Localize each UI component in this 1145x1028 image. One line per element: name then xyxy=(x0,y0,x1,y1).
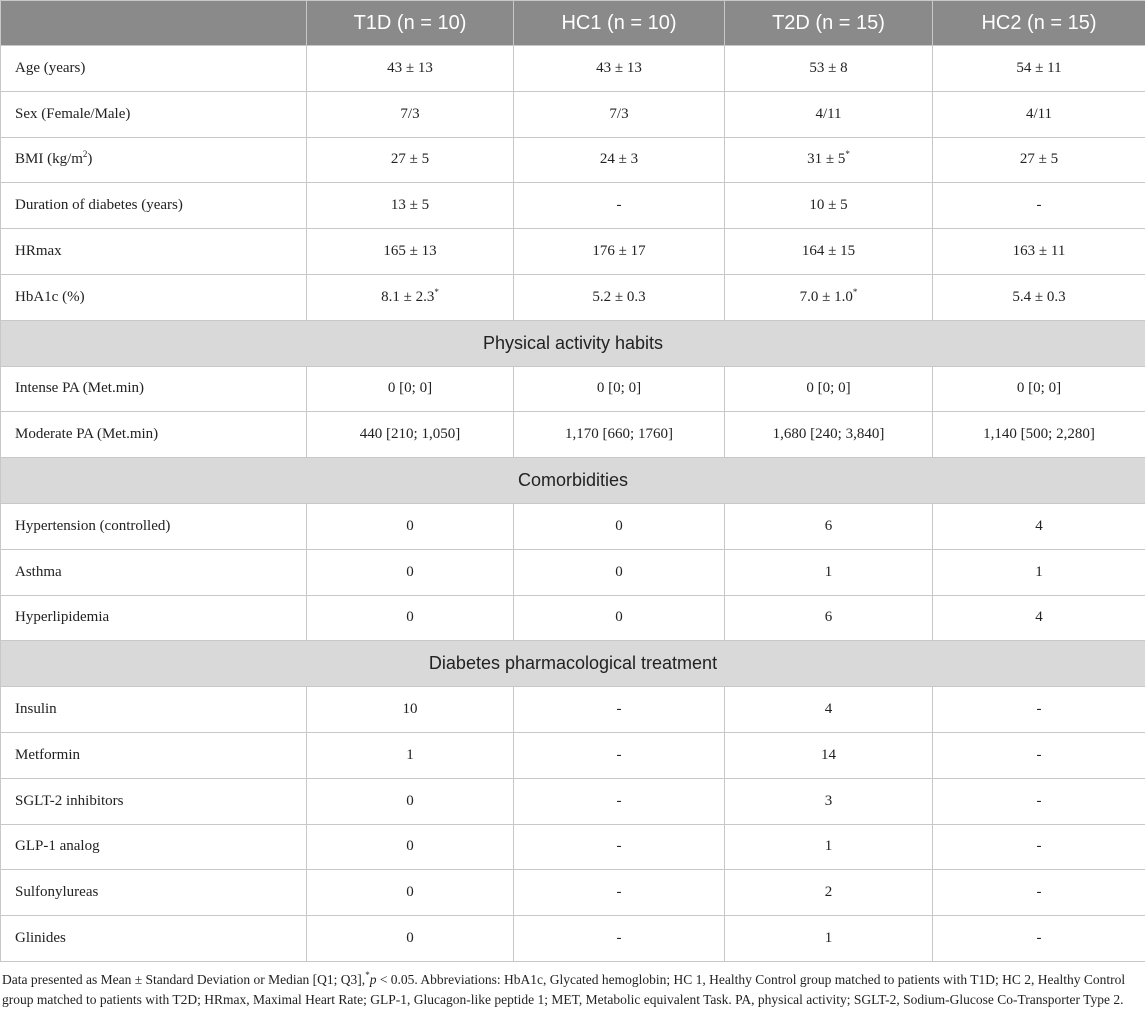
section-title: Comorbidities xyxy=(1,458,1145,504)
table-cell xyxy=(514,366,725,412)
table-cell xyxy=(307,778,514,824)
cell-value: 10 xyxy=(402,701,418,718)
table-cell xyxy=(514,503,725,549)
significance-marker: * xyxy=(845,149,850,160)
table-cell xyxy=(725,732,933,778)
table-cell xyxy=(933,137,1145,183)
table-cell xyxy=(514,732,725,778)
table-cell xyxy=(725,46,933,92)
cell-value: 53 ± 8 xyxy=(809,59,848,76)
cell-value: 4 xyxy=(1035,609,1043,626)
cell-value: 165 ± 13 xyxy=(383,243,437,260)
table-cell xyxy=(933,46,1145,92)
table-cell xyxy=(307,91,514,137)
cell-value: 0 xyxy=(406,517,414,534)
table-cell xyxy=(307,916,514,962)
cell-value: 14 xyxy=(821,746,836,763)
cell-value: - xyxy=(1036,701,1042,718)
footnote-asterisk: * xyxy=(365,969,370,980)
cell-value: 0 xyxy=(406,930,414,947)
table-cell xyxy=(933,412,1145,458)
row-label: HbA1c (%) xyxy=(1,274,307,320)
cell-value: 164 ± 15 xyxy=(801,243,856,260)
section-title: Physical activity habits xyxy=(1,320,1145,366)
cell-value: 43 ± 13 xyxy=(387,59,433,76)
cell-value: 1,680 [240; 3,840] xyxy=(772,426,885,443)
header-row xyxy=(1,1,1145,46)
cell-value: 0 xyxy=(406,838,414,855)
table-body xyxy=(1,46,1145,962)
table-cell xyxy=(307,366,514,412)
cell-value: - xyxy=(1036,838,1042,855)
cell-value: - xyxy=(616,930,622,947)
table-cell xyxy=(514,549,725,595)
table-cell xyxy=(307,46,514,92)
table-cell xyxy=(514,412,725,458)
table-row xyxy=(1,549,1145,595)
cell-value: 0 xyxy=(406,563,414,580)
cell-value: 54 ± 11 xyxy=(1016,59,1062,76)
cell-value: 176 ± 17 xyxy=(592,243,646,260)
header-cell-hc1: HC1 (n = 10) xyxy=(514,1,725,46)
cell-value: 2 xyxy=(824,884,833,901)
table-cell xyxy=(514,137,725,183)
row-label: Intense PA (Met.min) xyxy=(1,366,307,412)
cell-value: 0 xyxy=(615,563,623,580)
cell-value: 1 xyxy=(406,746,414,763)
row-label: Duration of diabetes (years) xyxy=(1,183,307,229)
table-row xyxy=(1,916,1145,962)
table-cell xyxy=(514,687,725,733)
footnote-text-start: Data presented as Mean ± Standard Deviation or Median [Q1; Q3], xyxy=(2,971,366,987)
table-cell xyxy=(933,824,1145,870)
cell-value: 4/11 xyxy=(815,105,842,122)
header-cell-t1d: T1D (n = 10) xyxy=(307,1,514,46)
significance-marker: * xyxy=(434,286,439,297)
cell-value: 6 xyxy=(824,517,833,534)
footnote-text-end: < 0.05. Abbreviations: HbA1c, Glycated hemoglobin; HC 1, Healthy Control group matched to patients with T1D; HC 2, Healthy Control group matched to patients with T2D; HRmax, Maximal Heart Rate; GLP-1, Glucagon-like peptide 1; MET, Metabolic equivalent Task. PA, physical activity; SGLT-2, Sodium-Glucose Co-Transporter Type 2. xyxy=(2,971,1126,1007)
table-cell xyxy=(725,503,933,549)
section-row xyxy=(1,641,1145,687)
cell-value: 1,170 [660; 1760] xyxy=(565,426,673,443)
header-cell-hc2: HC2 (n = 15) xyxy=(933,1,1145,46)
cell-value: 24 ± 3 xyxy=(599,151,639,168)
row-label: Age (years) xyxy=(1,46,307,92)
row-label: HRmax xyxy=(1,229,307,275)
table-cell xyxy=(514,229,725,275)
table-row xyxy=(1,687,1145,733)
table-cell xyxy=(725,595,933,641)
table-row xyxy=(1,91,1145,137)
cell-value: 31 ± 5 xyxy=(807,151,846,168)
table-row xyxy=(1,274,1145,320)
table-cell xyxy=(933,916,1145,962)
table-cell xyxy=(933,366,1145,412)
row-label: Asthma xyxy=(1,549,307,595)
cell-value: 0 xyxy=(406,884,414,901)
row-label: Hyperlipidemia xyxy=(1,595,307,641)
cell-value: 163 ± 11 xyxy=(1012,243,1066,260)
cell-value: 0 xyxy=(615,517,623,534)
table-cell xyxy=(307,732,514,778)
cell-value: 3 xyxy=(824,792,833,809)
cell-value: 7/3 xyxy=(400,105,420,122)
table-cell xyxy=(307,183,514,229)
row-label: Hypertension (controlled) xyxy=(1,503,307,549)
cell-value: 0 xyxy=(406,609,414,626)
table-cell xyxy=(725,916,933,962)
table-cell xyxy=(933,732,1145,778)
table-cell xyxy=(725,549,933,595)
row-label: SGLT-2 inhibitors xyxy=(1,778,307,824)
cell-value: 1 xyxy=(824,838,833,855)
table-cell xyxy=(725,870,933,916)
cell-value: - xyxy=(616,197,622,214)
cell-value: - xyxy=(1036,746,1042,763)
cell-value: 13 ± 5 xyxy=(390,197,430,214)
cell-value: - xyxy=(616,884,622,901)
label-superscript: 2 xyxy=(82,149,88,160)
footnote-p-symbol: p xyxy=(369,971,377,987)
table-cell xyxy=(307,824,514,870)
cell-value: - xyxy=(616,746,622,763)
table-cell xyxy=(933,91,1145,137)
row-label: Glinides xyxy=(1,916,307,962)
cell-value: - xyxy=(1036,930,1042,947)
table-cell xyxy=(725,183,933,229)
table-cell xyxy=(307,549,514,595)
cell-value: 1 xyxy=(1035,563,1043,580)
table-row xyxy=(1,732,1145,778)
table-cell xyxy=(725,778,933,824)
table-row xyxy=(1,503,1145,549)
table-cell xyxy=(933,595,1145,641)
table-cell xyxy=(307,229,514,275)
cell-value: 0 [0; 0] xyxy=(806,380,851,397)
table-cell xyxy=(725,137,933,183)
cell-value: 10 ± 5 xyxy=(809,197,848,214)
cell-value: - xyxy=(1036,197,1042,214)
table-row xyxy=(1,229,1145,275)
row-label: Metformin xyxy=(1,732,307,778)
table-row xyxy=(1,412,1145,458)
table-cell xyxy=(307,412,514,458)
table-cell xyxy=(725,229,933,275)
table-row xyxy=(1,137,1145,183)
cell-value: - xyxy=(616,701,622,718)
table-cell xyxy=(307,595,514,641)
cell-value: - xyxy=(616,792,622,809)
table-row xyxy=(1,824,1145,870)
cell-value: 27 ± 5 xyxy=(390,151,430,168)
table-cell xyxy=(307,687,514,733)
cell-value: 4/11 xyxy=(1025,105,1053,122)
table-row xyxy=(1,46,1145,92)
cell-value: 6 xyxy=(824,609,833,626)
row-label: Sulfonylureas xyxy=(1,870,307,916)
table-cell xyxy=(307,503,514,549)
header-cell-empty xyxy=(1,1,307,46)
table-cell xyxy=(933,503,1145,549)
cell-value: 1 xyxy=(824,563,833,580)
cell-value: 4 xyxy=(1035,517,1043,534)
row-label xyxy=(1,137,307,183)
table-cell xyxy=(514,595,725,641)
table-row xyxy=(1,183,1145,229)
row-label: Sex (Female/Male) xyxy=(1,91,307,137)
cell-value: - xyxy=(616,838,622,855)
cell-value: 1 xyxy=(824,930,833,947)
table-cell xyxy=(725,274,933,320)
table-cell xyxy=(514,183,725,229)
cell-value: 0 xyxy=(615,609,623,626)
row-label: GLP-1 analog xyxy=(1,824,307,870)
cell-value: - xyxy=(1036,792,1042,809)
section-row xyxy=(1,458,1145,504)
cell-value: 43 ± 13 xyxy=(596,59,642,76)
table-row xyxy=(1,595,1145,641)
table-row xyxy=(1,870,1145,916)
cell-value: - xyxy=(1036,884,1042,901)
table-cell xyxy=(933,229,1145,275)
table-cell xyxy=(307,137,514,183)
table-cell xyxy=(725,366,933,412)
table-cell xyxy=(933,870,1145,916)
cell-value: 27 ± 5 xyxy=(1019,151,1059,168)
header-cell-t2d: T2D (n = 15) xyxy=(725,1,933,46)
table-row xyxy=(1,778,1145,824)
cell-value: 440 [210; 1,050] xyxy=(359,426,461,443)
cell-value: 7.0 ± 1.0 xyxy=(799,288,853,305)
table-cell xyxy=(307,274,514,320)
table-cell xyxy=(514,870,725,916)
label-text: BMI (kg/m xyxy=(15,151,83,168)
row-label: Insulin xyxy=(1,687,307,733)
table-footnote xyxy=(0,962,1145,1010)
row-label: Moderate PA (Met.min) xyxy=(1,412,307,458)
section-title: Diabetes pharmacological treatment xyxy=(1,641,1145,687)
cell-value: 0 [0; 0] xyxy=(387,380,433,397)
significance-marker: * xyxy=(852,286,858,297)
table-cell xyxy=(725,412,933,458)
table-cell xyxy=(514,916,725,962)
section-row xyxy=(1,320,1145,366)
cell-value: 5.2 ± 0.3 xyxy=(592,288,646,305)
cell-value: 0 [0; 0] xyxy=(1016,380,1062,397)
cell-value: 0 [0; 0] xyxy=(596,380,642,397)
table-cell xyxy=(514,824,725,870)
cell-value: 7/3 xyxy=(609,105,629,122)
table-cell xyxy=(933,687,1145,733)
cell-value: 5.4 ± 0.3 xyxy=(1012,288,1066,305)
table-cell xyxy=(725,687,933,733)
cell-value: 1,140 [500; 2,280] xyxy=(983,426,1095,443)
table-cell xyxy=(725,824,933,870)
table-cell xyxy=(514,778,725,824)
table-cell xyxy=(514,91,725,137)
table-cell xyxy=(514,46,725,92)
cell-value: 4 xyxy=(824,701,833,718)
table-cell xyxy=(933,778,1145,824)
cell-value: 8.1 ± 2.3 xyxy=(381,288,435,305)
cell-value: 0 xyxy=(406,792,414,809)
label-text: ) xyxy=(87,151,93,168)
table-row xyxy=(1,366,1145,412)
table-cell xyxy=(514,274,725,320)
table-cell xyxy=(307,870,514,916)
table-cell xyxy=(725,91,933,137)
table-cell xyxy=(933,274,1145,320)
table-cell xyxy=(933,549,1145,595)
table-cell xyxy=(933,183,1145,229)
